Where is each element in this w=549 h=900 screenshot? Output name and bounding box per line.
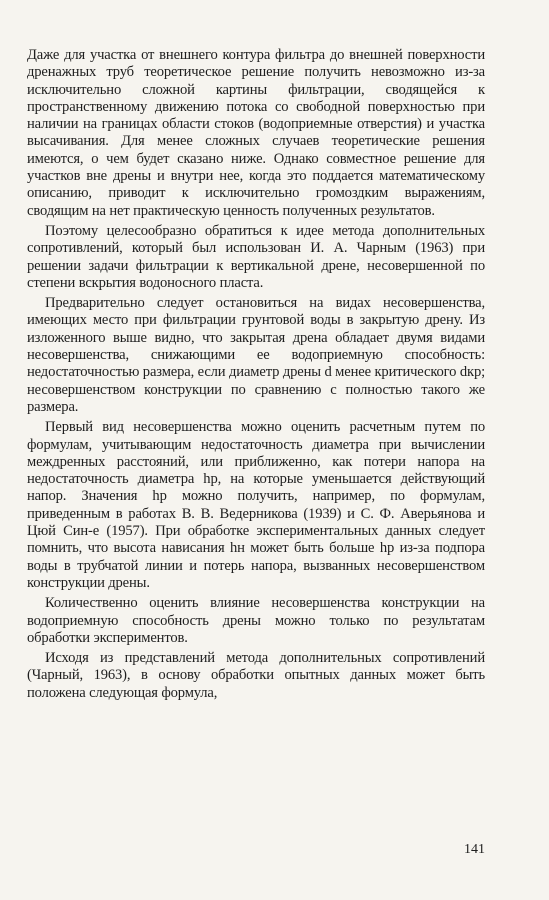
paragraph-6: Исходя из представлений метода дополнительных сопротивлений (Чарный, 1963), в основу обработки опытных данных может быть положена следующая формула, [27, 650, 485, 701]
paragraph-4: Первый вид несовершенства можно оценить расчетным путем по формулам, учитывающим недостаточность диаметра при вычислении междренных расстояний, или приближенно, как потери напора на недостаточность диаметра hр, на которые уменьшается действующий напор. Значения hр можно получить, например, по формулам, приведенным в работах В. В. Ведерникова (1939) и С. Ф. Аверьянова и Цюй Син-е (1957). При обработке экспериментальных данных следует помнить, что высота нависания hн может быть больше hр из-за подпора воды в трубчатой линии и потерь напора, вызванных несовершенством конструкции дрены. [27, 419, 485, 591]
paragraph-3: Предварительно следует остановиться на видах несовершенства, имеющих место при фильтрации грунтовой воды в закрытую дрену. Из изложенного выше видно, что закрытая дрена обладает двумя видами несовершенства, снижающими ее водоприемную способность: недостаточностью размера, если диаметр дрены d менее критического dкр; несовершенством конструкции по сравнению с полностью такого же размера. [27, 295, 485, 415]
page-number: 141 [464, 842, 485, 857]
paragraph-1: Даже для участка от внешнего контура фильтра до внешней поверхности дренажных труб теоретическое решение получить невозможно из-за исключительно сложной картины фильтрации, сводящейся к пространственному движению потока со свободной поверхностью при наличии на границах области стоков (водоприемные отверстия) и участка высачивания. Для менее сложных случаев теоретические решения имеются, о чем будет сказано ниже. Однако совместное решение для участков вне дрены и внутри нее, когда это поддается математическому описанию, приводит к исключительно громоздким выражениям, сводящим на нет практическую ценность полученных результатов. [27, 47, 485, 219]
paragraph-5: Количественно оценить влияние несовершенства конструкции на водоприемную способность дрены можно только по результатам обработки экспериментов. [27, 595, 485, 646]
document-page [27, 47, 485, 702]
paragraph-2: Поэтому целесообразно обратиться к идее метода дополнительных сопротивлений, который был использован И. А. Чарным (1963) при решении задачи фильтрации к вертикальной дрене, несовершенной по степени вскрытия водоносного пласта. [27, 222, 485, 291]
